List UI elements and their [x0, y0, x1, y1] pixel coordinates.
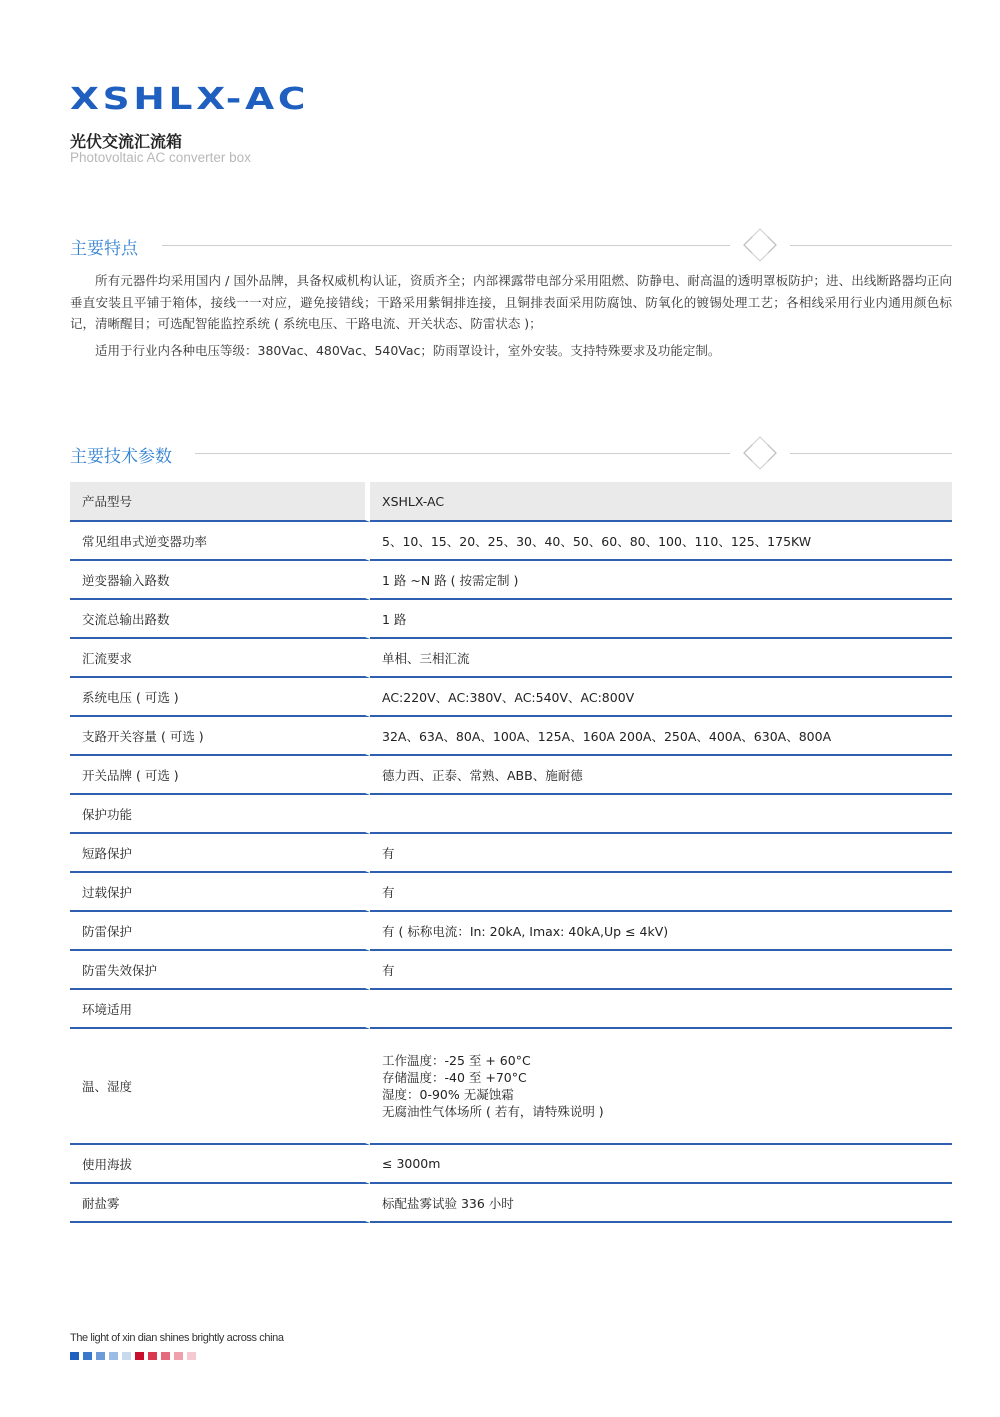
env-line: 无腐油性气体场所 ( 若有，请特殊说明 ): [382, 1104, 604, 1119]
section-divider: [162, 245, 952, 246]
table-cell-key: 使用海拔: [70, 1145, 370, 1184]
brand-logo: XSHLX-AC: [70, 82, 310, 117]
features-paragraph: 适用于行业内各种电压等级：380Vac、480Vac、540Vac；防雨罩设计，室外安装。支持特殊要求及功能定制。: [95, 342, 721, 358]
table-cell-key: 防雷保护: [70, 912, 370, 951]
features-text: [70, 270, 952, 361]
table-cell-value: 5、10、15、20、25、30、40、50、60、80、100、110、125、175KW: [370, 522, 952, 561]
footer-color-dot: [83, 1352, 92, 1360]
table-row: [70, 561, 952, 600]
table-cell-value: ≤ 3000m: [370, 1145, 952, 1184]
table-row: [70, 600, 952, 639]
table-row: [70, 522, 952, 561]
spec-table: [70, 482, 952, 1223]
features-paragraph: 所有元器件均采用国内 / 国外品牌，具备权威机构认证，资质齐全；内部裸露带电部分采用阻燃、防静电、耐高温的透明罩板防护；进、出线断路器均正向垂直安装且平铺于箱体，接线一一对应，避免接错线；干路采用紫铜排连接，且铜排表面采用防腐蚀、防氧化的镀锡处理工艺；各相线采用行业内通用颜色标记，清晰醒目；可选配智能监控系统 ( 系统电压、干路电流、开关状态、防雷状态 )；: [70, 273, 952, 331]
table-cell-key: 防雷失效保护: [70, 951, 370, 990]
table-cell-value: [370, 990, 952, 1029]
table-cell-key: 过载保护: [70, 873, 370, 912]
footer-color-dot: [174, 1352, 183, 1360]
footer-tagline: The light of xin dian shines brightly across china: [70, 1332, 284, 1344]
table-row: [70, 1029, 952, 1145]
table-cell-value: 1 路: [370, 600, 952, 639]
table-cell-value: XSHLX-AC: [370, 482, 952, 522]
footer-color-dot: [70, 1352, 79, 1360]
table-cell-key: 温、湿度: [70, 1029, 370, 1145]
table-cell-value: 单相、三相汇流: [370, 639, 952, 678]
table-row: [70, 678, 952, 717]
section-title-params: 主要技术参数: [70, 447, 172, 467]
page-subtitle: Photovoltaic AC converter box: [70, 150, 251, 165]
footer-color-dot: [96, 1352, 105, 1360]
table-cell-value: [370, 1029, 952, 1145]
table-row: [70, 639, 952, 678]
footer-color-dot: [109, 1352, 118, 1360]
table-row: [70, 1184, 952, 1223]
table-row: [70, 873, 952, 912]
table-cell-value: AC:220V、AC:380V、AC:540V、AC:800V: [370, 678, 952, 717]
page-title: 光伏交流汇流箱: [70, 132, 183, 151]
table-cell-key: 逆变器输入路数: [70, 561, 370, 600]
table-cell-value: 德力西、正泰、常熟、ABB、施耐德: [370, 756, 952, 795]
table-cell-key: 环境适用: [70, 990, 370, 1029]
table-cell-value: 有: [370, 834, 952, 873]
table-cell-value: [370, 795, 952, 834]
section-header-features: [70, 226, 952, 266]
footer-color-dot: [161, 1352, 170, 1360]
section-title-features: 主要特点: [70, 239, 138, 259]
diamond-ornament-icon: [730, 434, 790, 474]
footer-color-dot: [135, 1352, 144, 1360]
table-cell-value: 有: [370, 951, 952, 990]
section-divider: [195, 453, 952, 454]
diamond-ornament-icon: [730, 226, 790, 266]
footer-color-dot: [148, 1352, 157, 1360]
table-row: [70, 834, 952, 873]
table-header-row: [70, 482, 952, 522]
table-row: [70, 1145, 952, 1184]
table-cell-key: 短路保护: [70, 834, 370, 873]
table-cell-key: 耐盐雾: [70, 1184, 370, 1223]
table-cell-key: 汇流要求: [70, 639, 370, 678]
footer-color-dot: [122, 1352, 131, 1360]
table-cell-key: 系统电压 ( 可选 ): [70, 678, 370, 717]
env-line: 工作温度：-25 至 + 60°C: [382, 1053, 531, 1068]
footer-color-dot: [187, 1352, 196, 1360]
table-row: [70, 951, 952, 990]
table-cell-key: 支路开关容量 ( 可选 ): [70, 717, 370, 756]
table-cell-value: 有 ( 标称电流：In: 20kA, Imax: 40kA,Up ≤ 4kV): [370, 912, 952, 951]
section-header-params: [70, 434, 952, 474]
table-cell-value: 有: [370, 873, 952, 912]
table-row: [70, 717, 952, 756]
table-cell-value: 32A、63A、80A、100A、125A、160A 200A、250A、400A、630A、800A: [370, 717, 952, 756]
table-cell-key: 交流总输出路数: [70, 600, 370, 639]
env-line: 存储温度：-40 至 +70°C: [382, 1070, 527, 1085]
table-cell-key: 产品型号: [70, 482, 370, 522]
table-row: [70, 756, 952, 795]
table-cell-key: 保护功能: [70, 795, 370, 834]
table-cell-value: 标配盐雾试验 336 小时: [370, 1184, 952, 1223]
table-row: [70, 795, 952, 834]
footer-color-dots: [70, 1352, 196, 1360]
table-row: [70, 912, 952, 951]
table-cell-value: 1 路 ~N 路 ( 按需定制 ): [370, 561, 952, 600]
table-row: [70, 990, 952, 1029]
table-cell-key: 开关品牌 ( 可选 ): [70, 756, 370, 795]
table-cell-key: 常见组串式逆变器功率: [70, 522, 370, 561]
env-line: 湿度：0-90% 无凝蚀霜: [382, 1087, 514, 1102]
